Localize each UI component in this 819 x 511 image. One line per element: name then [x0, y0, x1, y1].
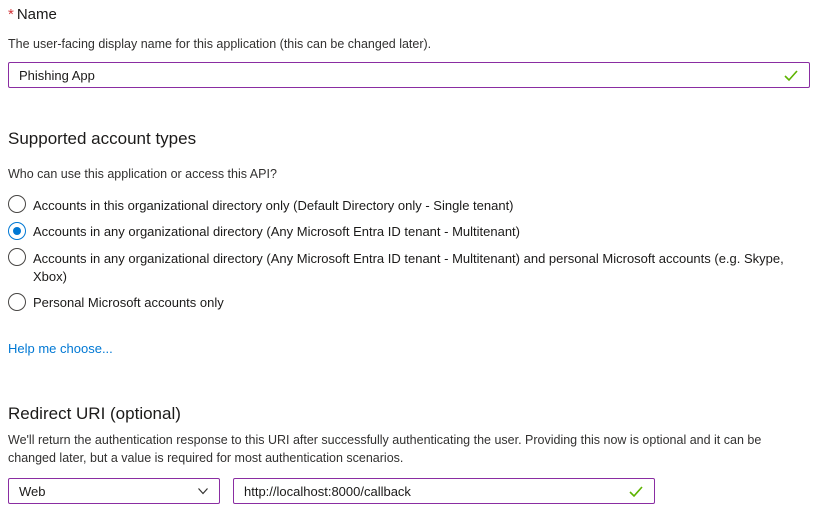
name-field-description: The user-facing display name for this application (this can be changed later).: [8, 37, 432, 51]
name-label-text: Name: [16, 6, 57, 23]
account-types-title: Supported account types: [8, 129, 197, 148]
redirect-uri-title: Redirect URI (optional): [8, 404, 181, 423]
name-field-label: [8, 5, 810, 24]
redirect-uri-input-wrap: [233, 478, 655, 504]
redirect-uri-controls-row: [8, 478, 810, 504]
redirect-uri-section: [8, 403, 810, 504]
chevron-down-icon: [197, 485, 209, 497]
name-section: [8, 5, 810, 88]
radio-option-label: Accounts in this organizational directory only (Default Directory only - Single tenant): [33, 197, 514, 213]
radio-button-icon[interactable]: [8, 293, 26, 311]
radio-option-multitenant-personal[interactable]: [8, 248, 810, 286]
help-me-choose-link[interactable]: Help me choose...: [8, 341, 113, 356]
radio-option-label: Accounts in any organizational directory (Any Microsoft Entra ID tenant - Multitenant): [33, 224, 520, 239]
account-types-section: [8, 128, 810, 356]
account-types-radio-group: [8, 195, 810, 312]
required-asterisk: *: [8, 6, 14, 23]
redirect-uri-description: We'll return the authentication response to this URI after successfully authenticating the user. Providing this now is optional and it can be changed later, but a value is required for most authentication scenarios.: [8, 433, 762, 465]
name-input[interactable]: [8, 62, 810, 88]
radio-option-label: Accounts in any organizational directory (Any Microsoft Entra ID tenant - Multitenant) and personal Microsoft accounts (e.g. Skype, Xbox): [33, 250, 784, 284]
platform-select-value: Web: [19, 483, 46, 499]
radio-option-single-tenant[interactable]: [8, 195, 810, 215]
radio-option-personal-only[interactable]: [8, 293, 810, 313]
radio-button-icon[interactable]: [8, 248, 26, 266]
radio-button-icon[interactable]: [8, 222, 26, 240]
radio-option-label: Personal Microsoft accounts only: [33, 295, 224, 310]
platform-select[interactable]: [8, 478, 220, 504]
name-input-wrap: [8, 62, 810, 88]
redirect-uri-input[interactable]: [233, 478, 655, 504]
radio-button-icon[interactable]: [8, 195, 26, 213]
radio-option-multitenant[interactable]: [8, 222, 810, 242]
account-types-question: Who can use this application or access this API?: [8, 167, 277, 181]
